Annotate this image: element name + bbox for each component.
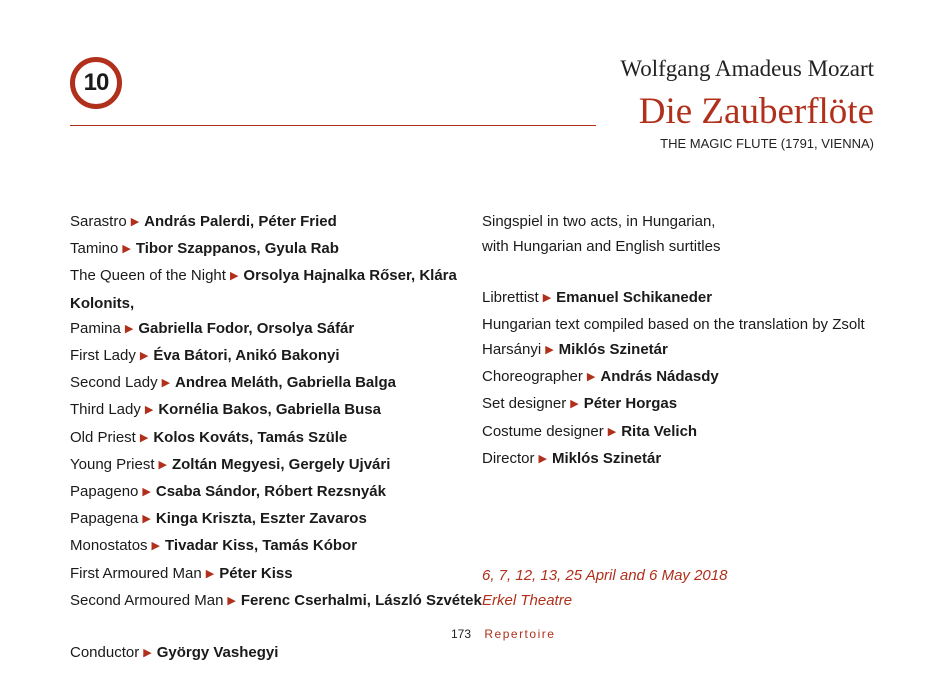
production-number-badge (70, 57, 122, 109)
credit-role: Hungarian text compiled based on the translation by Zsolt (482, 315, 865, 333)
arrow-icon: ▶ (142, 486, 151, 499)
credit-row (482, 419, 882, 446)
production-info (482, 209, 882, 473)
arrow-icon: ▶ (143, 647, 152, 660)
cast-role: Papagena (70, 510, 139, 528)
info-line: Singspiel in two acts, in Hungarian, (482, 213, 716, 230)
credit-row (482, 285, 882, 312)
credit-role: Librettist (482, 288, 539, 306)
conductor-role: Conductor (70, 644, 140, 662)
cast-names: Orsolya Hajnalka Rőser, Klára (243, 267, 457, 285)
cast-row (70, 506, 470, 533)
credit-names: Péter Horgas (583, 395, 678, 413)
cast-names: Zoltán Megyesi, Gergely Ujvári (171, 455, 391, 473)
cast-role: The Queen of the Night (70, 267, 226, 285)
cast-role: Second Lady (70, 374, 158, 392)
section-name: Repertoire (484, 627, 556, 641)
page-number: 173 (451, 627, 472, 641)
arrow-icon: ▶ (227, 594, 236, 607)
info-line: with Hungarian and English surtitles (482, 238, 721, 256)
cast-row (70, 343, 470, 370)
opera-title: Die Zauberflöte (638, 91, 874, 132)
credit-role: Harsányi (482, 341, 542, 358)
cast-role: Third Lady (70, 401, 141, 419)
arrow-icon: ▶ (142, 513, 151, 526)
credit-row (482, 312, 882, 337)
arrow-icon: ▶ (607, 425, 617, 438)
credit-names: Rita Velich (621, 422, 698, 440)
cast-role: Old Priest (70, 428, 136, 446)
cast-row (70, 588, 482, 615)
cast-names: Tivadar Kiss, Tamás Kóbor (165, 537, 358, 555)
cast-role: Papageno (70, 483, 139, 501)
arrow-icon: ▶ (139, 431, 149, 444)
credit-role: Director (482, 449, 535, 467)
arrow-icon: ▶ (139, 350, 149, 363)
cast-names: Csaba Sándor, Róbert Rezsnyák (155, 483, 386, 501)
cast-row (70, 263, 470, 290)
cast-names: Kornélia Bakos, Gabriella Busa (158, 401, 381, 419)
arrow-icon: ▶ (229, 270, 239, 283)
page-footer (451, 627, 555, 641)
cast-names: Kolonits, (70, 294, 135, 312)
arrow-icon: ▶ (545, 344, 554, 356)
arrow-icon: ▶ (542, 291, 552, 304)
cast-row (70, 370, 470, 397)
arrow-icon: ▶ (586, 371, 596, 384)
credit-role: Costume designer (482, 422, 604, 440)
cast-row (70, 533, 470, 560)
cast-row (70, 479, 470, 506)
arrow-icon: ▶ (122, 243, 131, 256)
arrow-icon: ▶ (570, 398, 579, 411)
credit-row (482, 364, 882, 391)
cast-names: Éva Bátori, Anikó Bakonyi (153, 347, 340, 365)
cast-names: András Palerdi, Péter Fried (144, 213, 337, 230)
cast-names: Andrea Meláth, Gabriella Balga (175, 374, 396, 392)
header-divider (70, 125, 596, 126)
cast-row (70, 425, 470, 452)
cast-row (70, 236, 470, 263)
cast-row (70, 316, 470, 343)
conductor-row (70, 640, 470, 667)
conductor-name: György Vashegyi (156, 644, 279, 662)
cast-row (70, 452, 470, 479)
arrow-icon: ▶ (124, 322, 134, 335)
credit-names: András Nádasdy (600, 368, 719, 386)
arrow-icon: ▶ (538, 452, 547, 465)
cast-role: Sarastro (70, 213, 127, 230)
cast-row (70, 291, 470, 316)
cast-row (70, 561, 470, 588)
arrow-icon: ▶ (144, 404, 154, 417)
credit-role: Set designer (482, 395, 567, 413)
cast-role: First Armoured Man (70, 564, 202, 582)
credit-names: Miklós Szinetár (558, 341, 668, 358)
cast-names: Ferenc Cserhalmi, László Szvétek (240, 591, 482, 609)
credit-names: Emanuel Schikaneder (556, 288, 713, 306)
performance-dates: 6, 7, 12, 13, 25 April and 6 May 2018 (482, 567, 728, 584)
credit-row (482, 391, 882, 418)
credit-role: Choreographer (482, 368, 583, 386)
arrow-icon: ▶ (151, 540, 161, 553)
production-number: 10 (83, 69, 109, 96)
cast-role: Pamina (70, 319, 121, 337)
credit-row (482, 337, 882, 364)
cast-role: Tamino (70, 240, 119, 258)
arrow-icon: ▶ (158, 458, 167, 471)
performance-venue: Erkel Theatre (482, 592, 573, 610)
cast-role: Second Armoured Man (70, 591, 224, 609)
cast-names: Kolos Kováts, Tamás Szüle (153, 428, 348, 446)
arrow-icon: ▶ (130, 216, 140, 228)
arrow-icon: ▶ (205, 567, 215, 580)
arrow-icon: ▶ (161, 377, 171, 390)
cast-role: Young Priest (70, 455, 155, 473)
cast-names: Tibor Szappanos, Gyula Rab (135, 240, 339, 258)
credit-names: Miklós Szinetár (551, 449, 662, 467)
cast-names: Kinga Kriszta, Eszter Zavaros (155, 510, 367, 528)
cast-role: Monostatos (70, 537, 148, 555)
performance-info (482, 563, 727, 613)
cast-names: Gabriella Fodor, Orsolya Sáfár (138, 319, 355, 337)
composer-name: Wolfgang Amadeus Mozart (620, 56, 874, 81)
credit-row (482, 446, 882, 473)
cast-role: First Lady (70, 347, 136, 365)
cast-list (70, 209, 482, 667)
cast-row (70, 209, 470, 236)
opera-subtitle: THE MAGIC FLUTE (1791, VIENNA) (660, 136, 874, 151)
cast-row (70, 397, 470, 424)
cast-names: Péter Kiss (219, 564, 293, 582)
